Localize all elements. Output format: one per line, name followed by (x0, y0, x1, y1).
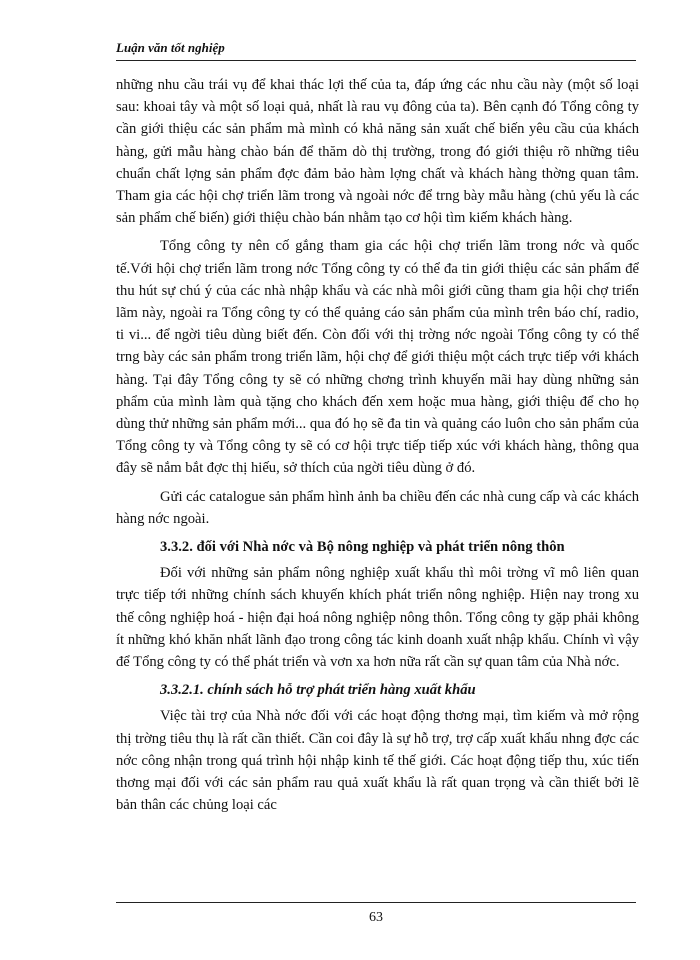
paragraph: Gửi các catalogue sản phẩm hình ảnh ba chiều đến các nhà cung cấp và các khách hàng nớc ngoài. (116, 488, 639, 527)
paragraph: Đối với những sản phẩm nông nghiệp xuất khẩu thì môi trờng vĩ mô liên quan trực tiếp tới những chính sách khuyến khích phát triển nông nghiệp. Hiện nay trong xu thế công nghiệp hoá - hiện đại hoá nông nghiệp nông thôn. Tổng công ty gặp phải không ít những khó khăn nhất lãnh đạo trong công tác kinh doanh xuất nhập khẩu. Chính vì vậy để Tổng công ty có thể phát triển và vơn xa hơn nữa rất cần sự quan tâm của Nhà nớc. (116, 565, 639, 671)
paragraph: Tổng công ty nên cố gắng tham gia các hội chợ triển lãm trong nớc và quốc tế.Với hội chợ triển lãm trong nớc Tổng công ty có thể đa tin giới thiệu các sản phẩm để thu hút sự chú ý của các nhà nhập khẩu và các nhà môi giới cũng tham gia hội chợ triển lãm này, ngoài ra Tổng công ty có thể quảng cáo sản phẩm của mình trên báo chí, radio, ti vi... để ngời tiêu dùng biết đến. Còn đối với thị trờng nớc ngoài Tổng công ty có thể trng bày các sản phẩm trong triển lãm, hội chợ để giới thiệu một cách trực tiếp với khách hàng. Tại đây Tổng công ty sẽ có những chơng trình khuyến mãi hay dùng những sản phẩm của mình làm quà tặng cho khách đến xem hoặc mua hàng, giới thiệu để cho họ dùng thử những sản phẩm mới... qua đó họ sẽ đa tin và quảng cáo luôn cho sản phẩm của Tổng công ty và Tổng công ty sẽ có cơ hội trực tiếp tiếp xúc với khách hàng, thông qua đây sẽ nắm bắt đợc thị hiếu, sở thích của ngời tiêu dùng ở đó. (116, 238, 639, 477)
section-heading: 3.3.2. đối với Nhà nớc và Bộ nông nghiệp và phát triển nông thôn (160, 539, 565, 556)
page-number: 63 (369, 910, 383, 925)
body-text (116, 74, 639, 823)
subsection-heading: 3.3.2.1. chính sách hỗ trợ phát triển hàng xuất khẩu (160, 682, 476, 699)
paragraph: những nhu cầu trái vụ để khai thác lợi thế của ta, đáp ứng các nhu cầu này (một số loại sau: khoai tây và một số loại quả, nhất là rau vụ đông của ta). Bên cạnh đó Tổng công ty cần giới thiệu các sản phẩm mà mình có khả năng sản xuất chế biến yêu cầu của khách hàng, gửi mẫu hàng chào bán để thăm dò thị trường, trong đó giới thiệu rõ những tiêu chuẩn chất lợng sản phẩm đợc đảm bảo hàm lợng chất và khách hàng thờng quan tâm. Tham gia các hội chợ triển lãm trong và ngoài nớc để trng bày mẫu hàng (chủ yếu là các sản phẩm chế biến) giới thiệu chào bán nhằm tạo cơ hội tìm kiếm khách hàng. (116, 77, 639, 227)
footer-divider (116, 902, 636, 903)
running-header: Luận văn tốt nghiệp (116, 38, 636, 61)
paragraph: Việc tài trợ của Nhà nớc đối với các hoạt động thơng mại, tìm kiếm và mở rộng thị trờng tiêu thụ là rất cần thiết. Cần coi đây là sự hỗ trợ, trợ cấp xuất khẩu nhng đợc các nớc công nhận trong quá trình hội nhập kinh tế thế giới. Các hoạt động tiếp thu, xúc tiến thơng mại đối với các sản phẩm rau quả xuất khẩu là rất quan trọng và cần thiết bởi lẽ bản thân các chủng loại các (116, 708, 639, 814)
